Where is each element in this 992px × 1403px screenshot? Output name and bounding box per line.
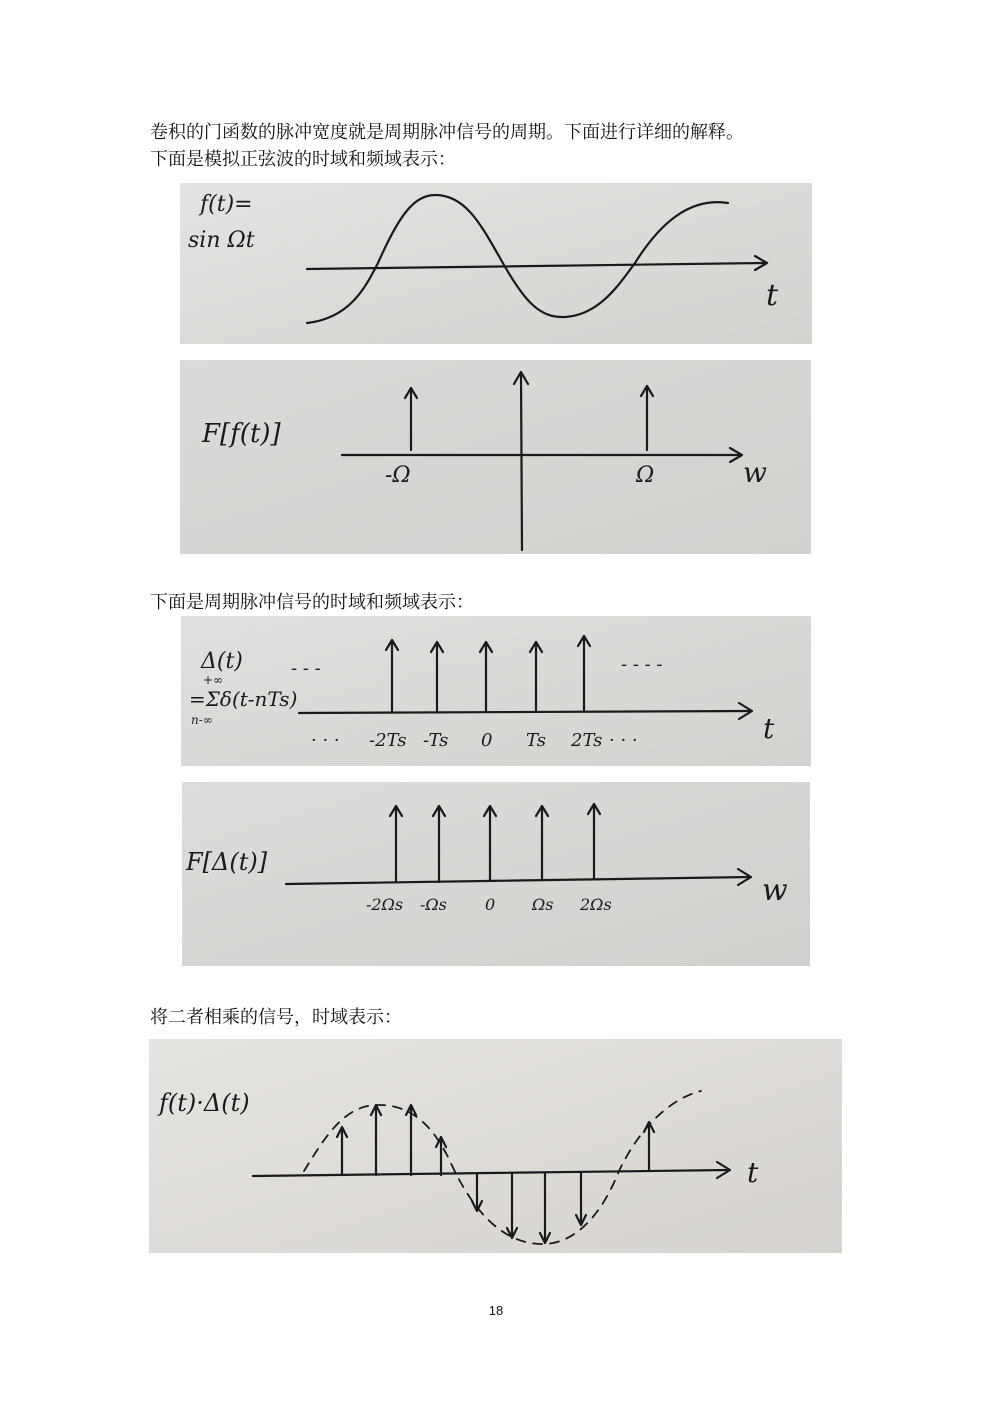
- tick-2omega-s: 2Ωs: [580, 895, 612, 914]
- tick-minus-2omega-s: -2Ωs: [366, 895, 404, 914]
- vertical-axis: [521, 374, 522, 550]
- tick-2ts: 2Ts: [571, 730, 603, 751]
- tick-minus-2ts: -2Ts: [369, 730, 407, 751]
- tick-zero: 0: [485, 895, 496, 914]
- impulse-sum-bottom: n-∞: [191, 713, 213, 727]
- dots-bottom-left: · · ·: [311, 730, 340, 751]
- paragraph-impulse-intro: 下面是周期脉冲信号的时域和频域表示：: [150, 592, 474, 613]
- frequency-axis-label: w: [743, 456, 767, 489]
- sine-time-domain-photo: [180, 183, 812, 344]
- dots-top-left: - - -: [291, 658, 321, 679]
- frequency-axis-label: w: [762, 873, 788, 908]
- tick-minus-omega-s: -Ωs: [420, 895, 447, 914]
- impulse-sum-top: +∞: [203, 673, 224, 687]
- paragraph-product-intro: 将二者相乘的信号，时域表示：: [150, 1007, 402, 1028]
- impulse-frequency-domain-photo: [182, 782, 810, 966]
- tick-pos-omega: Ω: [636, 463, 655, 488]
- time-axis-label: t: [763, 712, 775, 745]
- impulse-sum-label: =Σδ(t-nTs): [189, 687, 298, 711]
- fourier-sine-label: F[f(t)]: [202, 419, 281, 449]
- tick-minus-ts: -Ts: [423, 730, 449, 751]
- fourier-impulse-label: F[Δ(t)]: [186, 848, 268, 876]
- time-axis-label: t: [747, 1156, 759, 1189]
- paragraph-sine-intro: 下面是模拟正弦波的时域和频域表示：: [150, 149, 456, 170]
- page-number: 18: [488, 1303, 504, 1318]
- tick-neg-omega: -Ω: [385, 463, 411, 488]
- sine-label-line2: sin Ωt: [188, 228, 255, 253]
- tick-ts: Ts: [526, 730, 546, 751]
- dots-top-right: - - - -: [621, 654, 663, 675]
- impulse-time-domain-photo: [181, 616, 811, 766]
- impulse-label-line1: Δ(t): [201, 649, 243, 674]
- tick-omega-s: Ωs: [532, 895, 554, 914]
- sine-frequency-domain-photo: [180, 360, 811, 554]
- tick-zero: 0: [481, 730, 493, 751]
- time-axis-label: t: [766, 278, 779, 313]
- product-time-domain-photo: [149, 1039, 842, 1253]
- sine-label-line1: f(t)=: [200, 192, 253, 217]
- dots-bottom-right: · · ·: [609, 730, 638, 751]
- product-label: f(t)·Δ(t): [159, 1089, 250, 1117]
- paragraph-intro: 卷积的门函数的脉冲宽度就是周期脉冲信号的周期。下面进行详细的解释。: [150, 122, 744, 143]
